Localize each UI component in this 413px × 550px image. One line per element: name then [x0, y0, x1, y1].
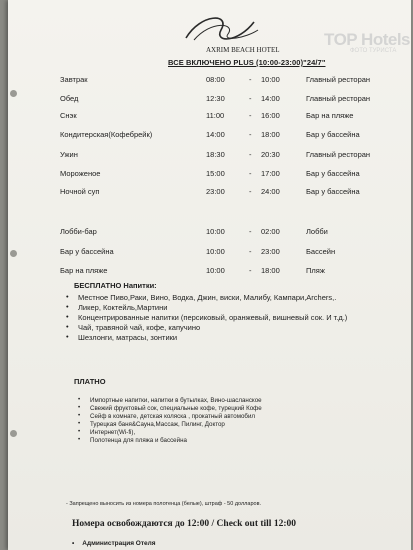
- paid-list: [78, 397, 262, 445]
- row-start-time: 10:00: [206, 247, 225, 256]
- list-item: • Местное Пиво,Раки, Вино, Водка, Джин, виски, Малибу, Кампари,Archers,.: [66, 293, 347, 303]
- list-item: • Шезлонги, матрасы, зонтики: [66, 333, 347, 343]
- row-place: Главный ресторан: [306, 75, 371, 84]
- row-start-time: 08:00: [206, 75, 225, 84]
- list-item: • Свежий фруктовый сок, специальные кофе, турецкий Кофе: [78, 405, 262, 413]
- row-name: Бар на пляже: [60, 266, 108, 275]
- row-start-time: 11:00: [206, 111, 225, 120]
- row-separator: -: [249, 227, 252, 236]
- free-heading: БЕСПЛАТНО Напитки:: [74, 281, 157, 290]
- checkout-notice: Номера освобождаются до 12:00 / Check out till 12:00: [72, 519, 296, 529]
- row-end-time: 10:00: [261, 75, 280, 84]
- paid-heading: ПЛАТНО: [74, 377, 106, 386]
- row-end-time: 23:00: [261, 247, 280, 256]
- row-start-time: 14:00: [206, 130, 225, 139]
- row-place: Бар у бассейна: [306, 169, 360, 178]
- row-start-time: 18:30: [206, 150, 225, 159]
- row-end-time: 14:00: [261, 94, 280, 103]
- list-item: • Полотенца для пляжа и бассейна: [78, 437, 262, 445]
- row-separator: -: [249, 169, 252, 178]
- watermark-brand: TOP Hotels: [324, 30, 411, 49]
- row-name: Завтрак: [60, 75, 88, 84]
- row-start-time: 12:30: [206, 94, 225, 103]
- watermark: [324, 30, 410, 54]
- menu-sheet: [8, 0, 411, 550]
- row-separator: -: [249, 130, 252, 139]
- list-item: • Чай, травяной чай, кофе, капучино: [66, 323, 347, 333]
- row-end-time: 18:00: [261, 266, 280, 275]
- row-end-time: 24:00: [261, 187, 280, 196]
- row-start-time: 23:00: [206, 187, 225, 196]
- row-end-time: 16:00: [261, 111, 280, 120]
- svg-text:AXRIM BEACH HOTEL: AXRIM BEACH HOTEL: [206, 46, 280, 54]
- row-separator: -: [249, 266, 252, 275]
- row-place: Бар у бассейна: [306, 187, 360, 196]
- hotel-logo: [176, 8, 280, 58]
- list-item: • Сейф в комнате, детская коляска , прокатный автомобил: [78, 413, 262, 421]
- row-name: Обед: [60, 94, 79, 103]
- row-start-time: 10:00: [206, 266, 225, 275]
- towel-note: - Запрещено выносить из номера полотенца (белые), штраф - 50 долларов.: [66, 501, 262, 507]
- row-start-time: 15:00: [206, 169, 225, 178]
- row-end-time: 20:30: [261, 150, 280, 159]
- list-item: • Турецкая баня&Сауна,Массаж, Пилинг, Доктор: [78, 421, 262, 429]
- free-list: [66, 293, 347, 343]
- row-place: Главный ресторан: [306, 150, 371, 159]
- row-name: Мороженое: [60, 169, 101, 178]
- row-place: Главный ресторан: [306, 94, 371, 103]
- list-item: • Импортные напитки, напитки в бутылках, Вино-шасланское: [78, 397, 262, 405]
- row-end-time: 17:00: [261, 169, 280, 178]
- page-title: ВСЕ ВКЛЮЧЕНО PLUS (10:00-23:00)"24/7": [168, 58, 326, 67]
- list-item: • Ликер, Коктейль,Мартини: [66, 303, 347, 313]
- row-separator: -: [249, 111, 252, 120]
- watermark-site: ФОТО ТУРИСТА: [350, 48, 397, 54]
- row-name: Снэк: [60, 111, 77, 120]
- signature-admin: • Администрация Отеля: [72, 540, 156, 547]
- row-place: Лобби: [306, 227, 328, 236]
- row-separator: -: [249, 150, 252, 159]
- row-start-time: 10:00: [206, 227, 225, 236]
- row-separator: -: [249, 94, 252, 103]
- row-place: Бар у бассейна: [306, 130, 360, 139]
- row-place: Пляж: [306, 266, 325, 275]
- row-name: Лобби-бар: [60, 227, 97, 236]
- list-item: • Концентрированные напитки (персиковый, оранжевый, вишневый сок. И т.д.): [66, 313, 347, 323]
- row-name: Ночной суп: [60, 187, 100, 196]
- row-separator: -: [249, 75, 252, 84]
- row-separator: -: [249, 247, 252, 256]
- row-place: Бар на пляже: [306, 111, 354, 120]
- list-item: • Интернет(Wi-fi),: [78, 429, 262, 437]
- row-name: Бар у бассейна: [60, 247, 114, 256]
- row-separator: -: [249, 187, 252, 196]
- row-name: Кондитерская(Кофебрейк): [60, 130, 153, 139]
- row-place: Бассейн: [306, 247, 336, 256]
- binder-holes: [10, 0, 18, 550]
- row-name: Ужин: [60, 150, 78, 159]
- row-end-time: 02:00: [261, 227, 280, 236]
- row-end-time: 18:00: [261, 130, 280, 139]
